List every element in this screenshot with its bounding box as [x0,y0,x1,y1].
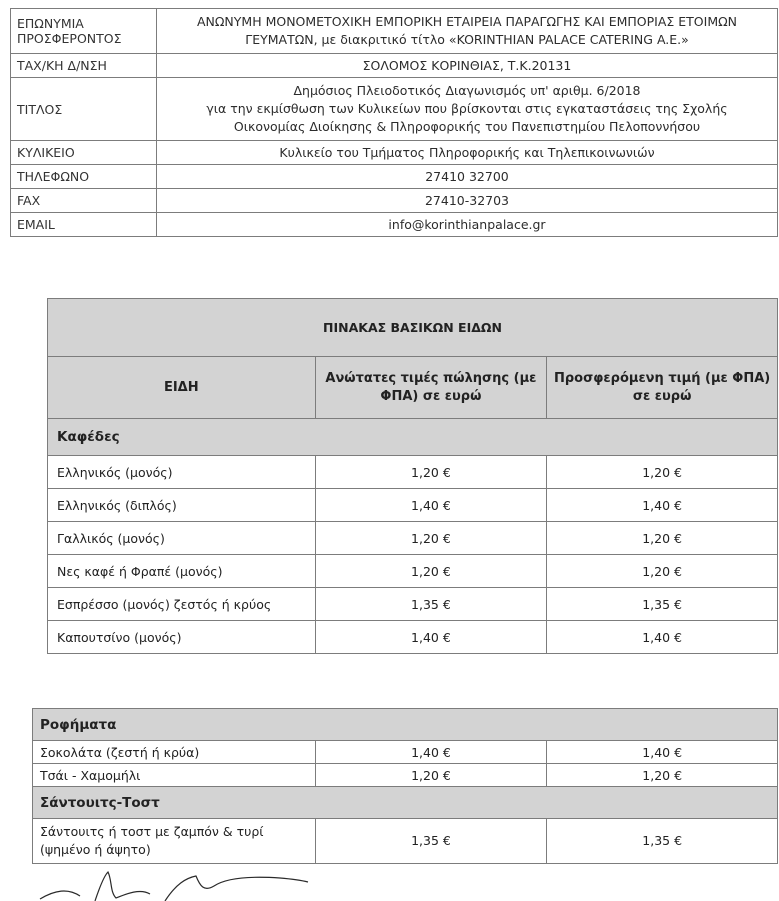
info-label: EMAIL [11,213,157,237]
item-name: Εσπρέσσο (μονός) ζεστός ή κρύος [48,588,316,621]
info-value-line: Οικονομίας Διοίκησης & Πληροφορικής του Πανεπιστημίου Πελοποννήσου [233,119,701,134]
category-row [33,787,778,819]
category-label: Ροφήματα [33,709,778,741]
table-row [33,819,778,864]
table-row [48,489,778,522]
max-price: 1,20 € [315,522,547,555]
table-title-row [48,299,778,357]
table-header-row [48,357,778,419]
offered-price: 1,40 € [547,489,778,522]
item-name-line: (ψημένο ή άψητο) [40,842,151,857]
category-label: Καφέδες [48,419,778,456]
info-label: ΚΥΛΙΚΕΙΟ [11,141,157,165]
column-header-max-price: Ανώτατες τιμές πώλησης (με ΦΠΑ) σε ευρώ [315,357,547,419]
info-value: ΣΟΛΟΜΟΣ ΚΟΡΙΝΘΙΑΣ, Τ.Κ.20131 [157,54,778,78]
max-price: 1,35 € [315,819,547,864]
info-row [11,9,778,54]
signature-stroke [40,872,308,901]
item-name [33,819,316,864]
offered-price: 1,35 € [547,819,778,864]
table-row [33,764,778,787]
table-title: ΠΙΝΑΚΑΣ ΒΑΣΙΚΩΝ ΕΙΔΩΝ [48,299,778,357]
info-value-line: για την εκμίσθωση των Κυλικείων που βρίσκονται στις εγκαταστάσεις της Σχολής [206,101,728,116]
info-value: Κυλικείο του Τμήματος Πληροφορικής και Τηλεπικοινωνιών [157,141,778,165]
item-name: Τσάι - Χαμομήλι [33,764,316,787]
info-label: ΤΗΛΕΦΩΝΟ [11,165,157,189]
info-value-line: Δημόσιος Πλειοδοτικός Διαγωνισμός υπ' αριθμ. 6/2018 [293,83,641,98]
column-header-items: ΕΙΔΗ [48,357,316,419]
max-price: 1,35 € [315,588,547,621]
max-price: 1,40 € [315,489,547,522]
company-info-table [10,8,778,237]
table-row [48,456,778,489]
info-row [11,189,778,213]
max-price: 1,40 € [315,741,547,764]
info-row [11,213,778,237]
info-label: ΤΙΤΛΟΣ [11,78,157,141]
info-row [11,165,778,189]
category-row [33,709,778,741]
offered-price: 1,40 € [547,621,778,654]
category-label: Σάντουιτς-Τοστ [33,787,778,819]
item-name: Ελληνικός (μονός) [48,456,316,489]
info-row [11,54,778,78]
offered-price: 1,20 € [547,555,778,588]
signature-scribble [0,868,320,901]
table-row [48,588,778,621]
table-row [48,522,778,555]
info-value [157,78,778,141]
table-row [48,555,778,588]
info-value-line: ΓΕΥΜΑΤΩΝ, με διακριτικό τίτλο «KORINTHIAN PALACE CATERING A.E.» [245,32,689,47]
offered-price: 1,35 € [547,588,778,621]
info-value: 27410 32700 [157,165,778,189]
item-name: Νες καφέ ή Φραπέ (μονός) [48,555,316,588]
info-row [11,141,778,165]
info-label: FAX [11,189,157,213]
column-header-offered-price: Προσφερόμενη τιμή (με ΦΠΑ) σε ευρώ [547,357,778,419]
info-value: info@korinthianpalace.gr [157,213,778,237]
offered-price: 1,20 € [547,456,778,489]
offered-price: 1,40 € [547,741,778,764]
drinks-sandwich-table [32,708,778,864]
table-row [33,741,778,764]
basic-items-table [47,298,778,654]
item-name: Ελληνικός (διπλός) [48,489,316,522]
item-name-line: Σάντουιτς ή τοστ με ζαμπόν & τυρί [40,824,264,839]
max-price: 1,20 € [315,555,547,588]
max-price: 1,20 € [315,764,547,787]
offered-price: 1,20 € [547,764,778,787]
item-name: Καπουτσίνο (μονός) [48,621,316,654]
info-value [157,9,778,54]
info-label: ΕΠΩΝΥΜΙΑ ΠΡΟΣΦΕΡΟΝΤΟΣ [11,9,157,54]
max-price: 1,20 € [315,456,547,489]
info-label: ΤΑΧ/ΚΗ Δ/ΝΣΗ [11,54,157,78]
info-value: 27410-32703 [157,189,778,213]
offered-price: 1,20 € [547,522,778,555]
item-name: Σοκολάτα (ζεστή ή κρύα) [33,741,316,764]
table-row [48,621,778,654]
info-value-line: ΑΝΩΝΥΜΗ ΜΟΝΟΜΕΤΟΧΙΚΗ ΕΜΠΟΡΙΚΗ ΕΤΑΙΡΕΙΑ ΠΑΡΑΓΩΓΗΣ ΚΑΙ ΕΜΠΟΡΙΑΣ ΕΤΟΙΜΩΝ [196,14,738,29]
category-row [48,419,778,456]
max-price: 1,40 € [315,621,547,654]
info-row [11,78,778,141]
item-name: Γαλλικός (μονός) [48,522,316,555]
